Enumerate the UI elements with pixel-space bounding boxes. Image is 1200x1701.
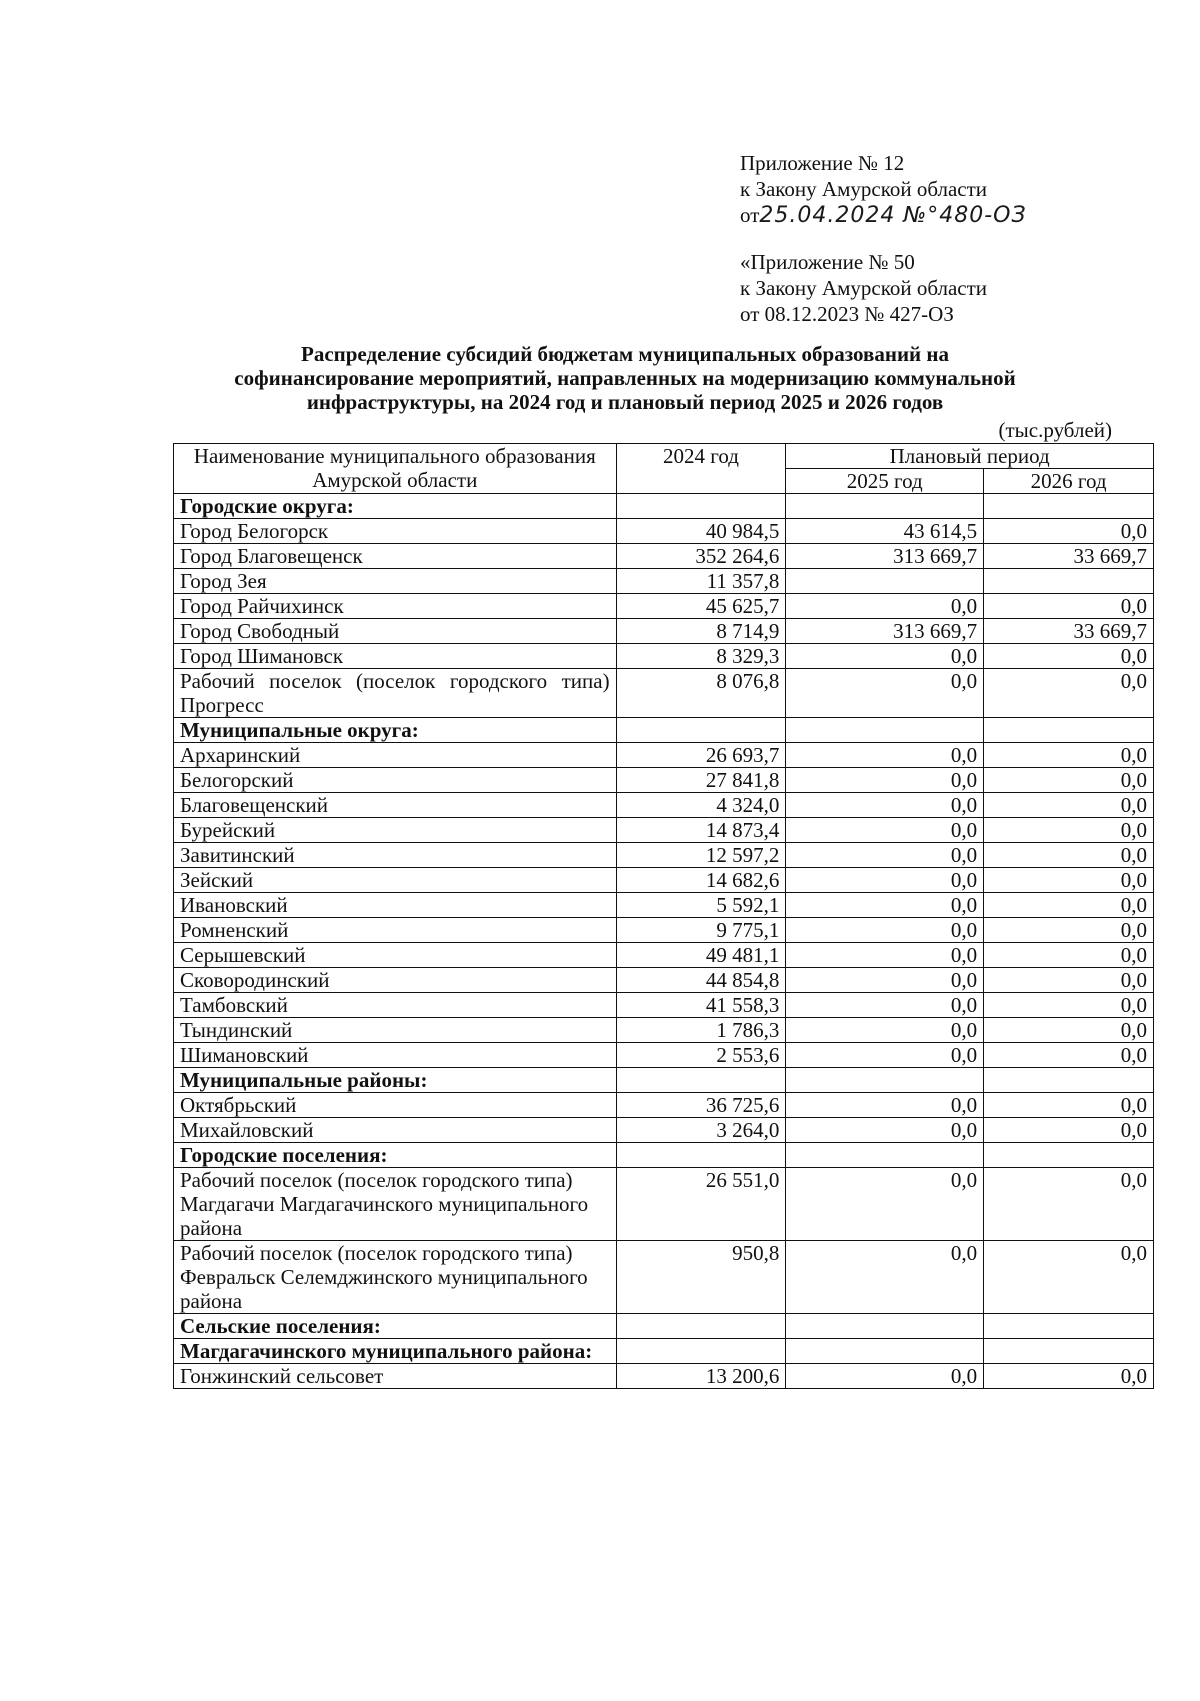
cell-2024: 26 551,0 [616, 1168, 786, 1241]
table-row [174, 1093, 1154, 1118]
cell-2024: 26 693,7 [616, 743, 786, 768]
table-row [174, 968, 1154, 993]
table-row [174, 1143, 1154, 1168]
cell-2026: 0,0 [984, 843, 1154, 868]
cell-2024: 1 786,3 [616, 1018, 786, 1043]
title-line-1: Распределение субсидий бюджетам муниципальных образований на [301, 342, 949, 366]
cell-2025 [786, 1314, 984, 1339]
cell-2026: 0,0 [984, 1093, 1154, 1118]
cell-2024: 9 775,1 [616, 918, 786, 943]
cell-municipality: Октябрьский [174, 1093, 617, 1118]
table-row [174, 1314, 1154, 1339]
cell-2025 [786, 569, 984, 594]
cell-2025: 0,0 [786, 1093, 984, 1118]
appendix-12-law: к Закону Амурской области [740, 177, 988, 201]
cell-2025: 0,0 [786, 943, 984, 968]
cell-2025: 313 669,7 [786, 544, 984, 569]
table-row [174, 843, 1154, 868]
table-row [174, 669, 1154, 718]
cell-2025: 0,0 [786, 818, 984, 843]
subsidy-table [173, 443, 1154, 1389]
cell-2026: 0,0 [984, 993, 1154, 1018]
cell-2025: 0,0 [786, 743, 984, 768]
cell-2026: 0,0 [984, 943, 1154, 968]
cell-2024: 3 264,0 [616, 1118, 786, 1143]
cell-2025: 0,0 [786, 918, 984, 943]
cell-2024: 49 481,1 [616, 943, 786, 968]
cell-municipality: Тамбовский [174, 993, 617, 1018]
cell-2025: 0,0 [786, 669, 984, 718]
table-row [174, 1364, 1154, 1389]
table-row [174, 519, 1154, 544]
cell-2026: 0,0 [984, 918, 1154, 943]
cell-2026: 0,0 [984, 594, 1154, 619]
cell-2025 [786, 1339, 984, 1364]
cell-2024: 5 592,1 [616, 893, 786, 918]
cell-municipality: Город Зея [174, 569, 617, 594]
cell-2025: 0,0 [786, 793, 984, 818]
cell-2025: 0,0 [786, 644, 984, 669]
cell-2026: 0,0 [984, 893, 1154, 918]
cell-municipality: Городские поселения: [174, 1143, 617, 1168]
cell-2026 [984, 1339, 1154, 1364]
cell-2026: 33 669,7 [984, 619, 1154, 644]
cell-2024: 14 682,6 [616, 868, 786, 893]
table-row [174, 1339, 1154, 1364]
cell-municipality: Белогорский [174, 768, 617, 793]
table-row [174, 569, 1154, 594]
table-row [174, 1043, 1154, 1068]
appendix-12-title: Приложение № 12 [740, 151, 905, 175]
cell-2025: 0,0 [786, 843, 984, 868]
cell-municipality: Муниципальные районы: [174, 1068, 617, 1093]
handwritten-date-number: 25.04.2024 №°480-ОЗ [759, 203, 1027, 228]
cell-2026: 0,0 [984, 519, 1154, 544]
table-row [174, 718, 1154, 743]
cell-2024 [616, 718, 786, 743]
table-row [174, 619, 1154, 644]
table-row [174, 918, 1154, 943]
header-2025: 2025 год [786, 469, 984, 494]
cell-municipality: Завитинский [174, 843, 617, 868]
cell-2026: 0,0 [984, 1043, 1154, 1068]
document-title [170, 342, 1080, 414]
table-row [174, 793, 1154, 818]
cell-2024 [616, 1143, 786, 1168]
cell-2026: 0,0 [984, 743, 1154, 768]
cell-2024 [616, 1339, 786, 1364]
appendix-50-title: «Приложение № 50 [740, 250, 915, 274]
cell-municipality: Михайловский [174, 1118, 617, 1143]
cell-2025: 0,0 [786, 1241, 984, 1314]
cell-2024: 8 714,9 [616, 619, 786, 644]
header-municipality: Наименование муниципального образования Амурской области [174, 444, 617, 494]
appendix-12-date-line [740, 202, 1027, 229]
cell-municipality: Бурейский [174, 818, 617, 843]
cell-municipality: Городские округа: [174, 494, 617, 519]
title-line-3: инфраструктуры, на 2024 год и плановый период 2025 и 2026 годов [306, 390, 944, 414]
table-row [174, 1241, 1154, 1314]
cell-municipality: Город Райчихинск [174, 594, 617, 619]
cell-2024: 12 597,2 [616, 843, 786, 868]
cell-2025: 0,0 [786, 1043, 984, 1068]
table-row [174, 768, 1154, 793]
cell-municipality: Архаринский [174, 743, 617, 768]
cell-municipality: Магдагачинского муниципального района: [174, 1339, 617, 1364]
cell-2026: 0,0 [984, 669, 1154, 718]
cell-municipality: Сельские поселения: [174, 1314, 617, 1339]
table-row [174, 594, 1154, 619]
cell-municipality: Город Свободный [174, 619, 617, 644]
cell-2026: 0,0 [984, 1168, 1154, 1241]
table-row [174, 1068, 1154, 1093]
appendix-12-reference [740, 150, 1027, 229]
table-row [174, 1018, 1154, 1043]
cell-2025: 0,0 [786, 868, 984, 893]
cell-municipality: Благовещенский [174, 793, 617, 818]
cell-2025: 0,0 [786, 993, 984, 1018]
appendix-50-law: к Закону Амурской области [740, 276, 988, 300]
cell-municipality: Рабочий поселок (поселок городского типа) Февральск Селемджинского муниципального района [174, 1241, 617, 1314]
cell-municipality: Город Шимановск [174, 644, 617, 669]
table-row [174, 544, 1154, 569]
cell-2026 [984, 1068, 1154, 1093]
cell-municipality: Город Благовещенск [174, 544, 617, 569]
cell-2026 [984, 1143, 1154, 1168]
cell-2026: 0,0 [984, 1364, 1154, 1389]
table-row [174, 1118, 1154, 1143]
cell-2024: 45 625,7 [616, 594, 786, 619]
table-body [174, 494, 1154, 1389]
cell-2024: 13 200,6 [616, 1364, 786, 1389]
appendix-12-date-prefix: от [740, 203, 760, 227]
cell-2024: 950,8 [616, 1241, 786, 1314]
cell-municipality: Рабочий поселок (поселок городского типа) Магдагачи Магдагачинского муниципального района [174, 1168, 617, 1241]
table-row [174, 943, 1154, 968]
cell-2024: 41 558,3 [616, 993, 786, 1018]
cell-2026: 0,0 [984, 793, 1154, 818]
cell-municipality: Ромненский [174, 918, 617, 943]
cell-municipality: Город Белогорск [174, 519, 617, 544]
cell-municipality: Рабочий поселок (поселок городского типа) Прогресс [174, 669, 617, 718]
cell-municipality: Муниципальные округа: [174, 718, 617, 743]
cell-2025 [786, 718, 984, 743]
cell-2026 [984, 569, 1154, 594]
cell-2026: 0,0 [984, 868, 1154, 893]
cell-2024: 8 329,3 [616, 644, 786, 669]
cell-2025 [786, 1068, 984, 1093]
cell-2025: 0,0 [786, 1018, 984, 1043]
table-row [174, 494, 1154, 519]
table-row [174, 993, 1154, 1018]
cell-2024: 8 076,8 [616, 669, 786, 718]
cell-2026: 0,0 [984, 1118, 1154, 1143]
cell-2025: 0,0 [786, 594, 984, 619]
table-row [174, 1168, 1154, 1241]
title-line-2: софинансирование мероприятий, направленных на модернизацию коммунальной [234, 366, 1016, 390]
cell-2025: 0,0 [786, 1168, 984, 1241]
cell-2024: 352 264,6 [616, 544, 786, 569]
cell-2026: 0,0 [984, 968, 1154, 993]
cell-2024: 36 725,6 [616, 1093, 786, 1118]
cell-2024: 11 357,8 [616, 569, 786, 594]
cell-2026 [984, 1314, 1154, 1339]
table-row [174, 868, 1154, 893]
cell-2024: 4 324,0 [616, 793, 786, 818]
header-2026: 2026 год [984, 469, 1154, 494]
cell-municipality: Сковородинский [174, 968, 617, 993]
cell-2026: 0,0 [984, 1018, 1154, 1043]
cell-2025: 0,0 [786, 893, 984, 918]
table-row [174, 893, 1154, 918]
table-row [174, 644, 1154, 669]
cell-2024: 44 854,8 [616, 968, 786, 993]
cell-municipality: Серышевский [174, 943, 617, 968]
cell-2025: 0,0 [786, 968, 984, 993]
cell-2026 [984, 494, 1154, 519]
cell-2024: 40 984,5 [616, 519, 786, 544]
cell-2024: 27 841,8 [616, 768, 786, 793]
cell-2025: 0,0 [786, 1364, 984, 1389]
cell-municipality: Ивановский [174, 893, 617, 918]
cell-2026: 0,0 [984, 644, 1154, 669]
cell-2024 [616, 1314, 786, 1339]
cell-2025: 313 669,7 [786, 619, 984, 644]
cell-2024: 14 873,4 [616, 818, 786, 843]
cell-2024: 2 553,6 [616, 1043, 786, 1068]
cell-2024 [616, 494, 786, 519]
cell-2024 [616, 1068, 786, 1093]
cell-2026: 0,0 [984, 768, 1154, 793]
units-label: (тыс.рублей) [998, 418, 1112, 442]
header-planned-period: Плановый период [786, 444, 1154, 469]
cell-2025: 43 614,5 [786, 519, 984, 544]
cell-2026: 33 669,7 [984, 544, 1154, 569]
cell-municipality: Гонжинский сельсовет [174, 1364, 617, 1389]
cell-2026 [984, 718, 1154, 743]
cell-municipality: Шимановский [174, 1043, 617, 1068]
appendix-50-date: от 08.12.2023 № 427-ОЗ [740, 302, 954, 326]
cell-2025: 0,0 [786, 1118, 984, 1143]
cell-2025 [786, 1143, 984, 1168]
cell-municipality: Зейский [174, 868, 617, 893]
cell-2026: 0,0 [984, 1241, 1154, 1314]
header-2024: 2024 год [616, 444, 786, 494]
cell-municipality: Тындинский [174, 1018, 617, 1043]
table-row [174, 818, 1154, 843]
cell-2025 [786, 494, 984, 519]
appendix-50-reference [740, 249, 987, 327]
table-row [174, 743, 1154, 768]
cell-2026: 0,0 [984, 818, 1154, 843]
cell-2025: 0,0 [786, 768, 984, 793]
